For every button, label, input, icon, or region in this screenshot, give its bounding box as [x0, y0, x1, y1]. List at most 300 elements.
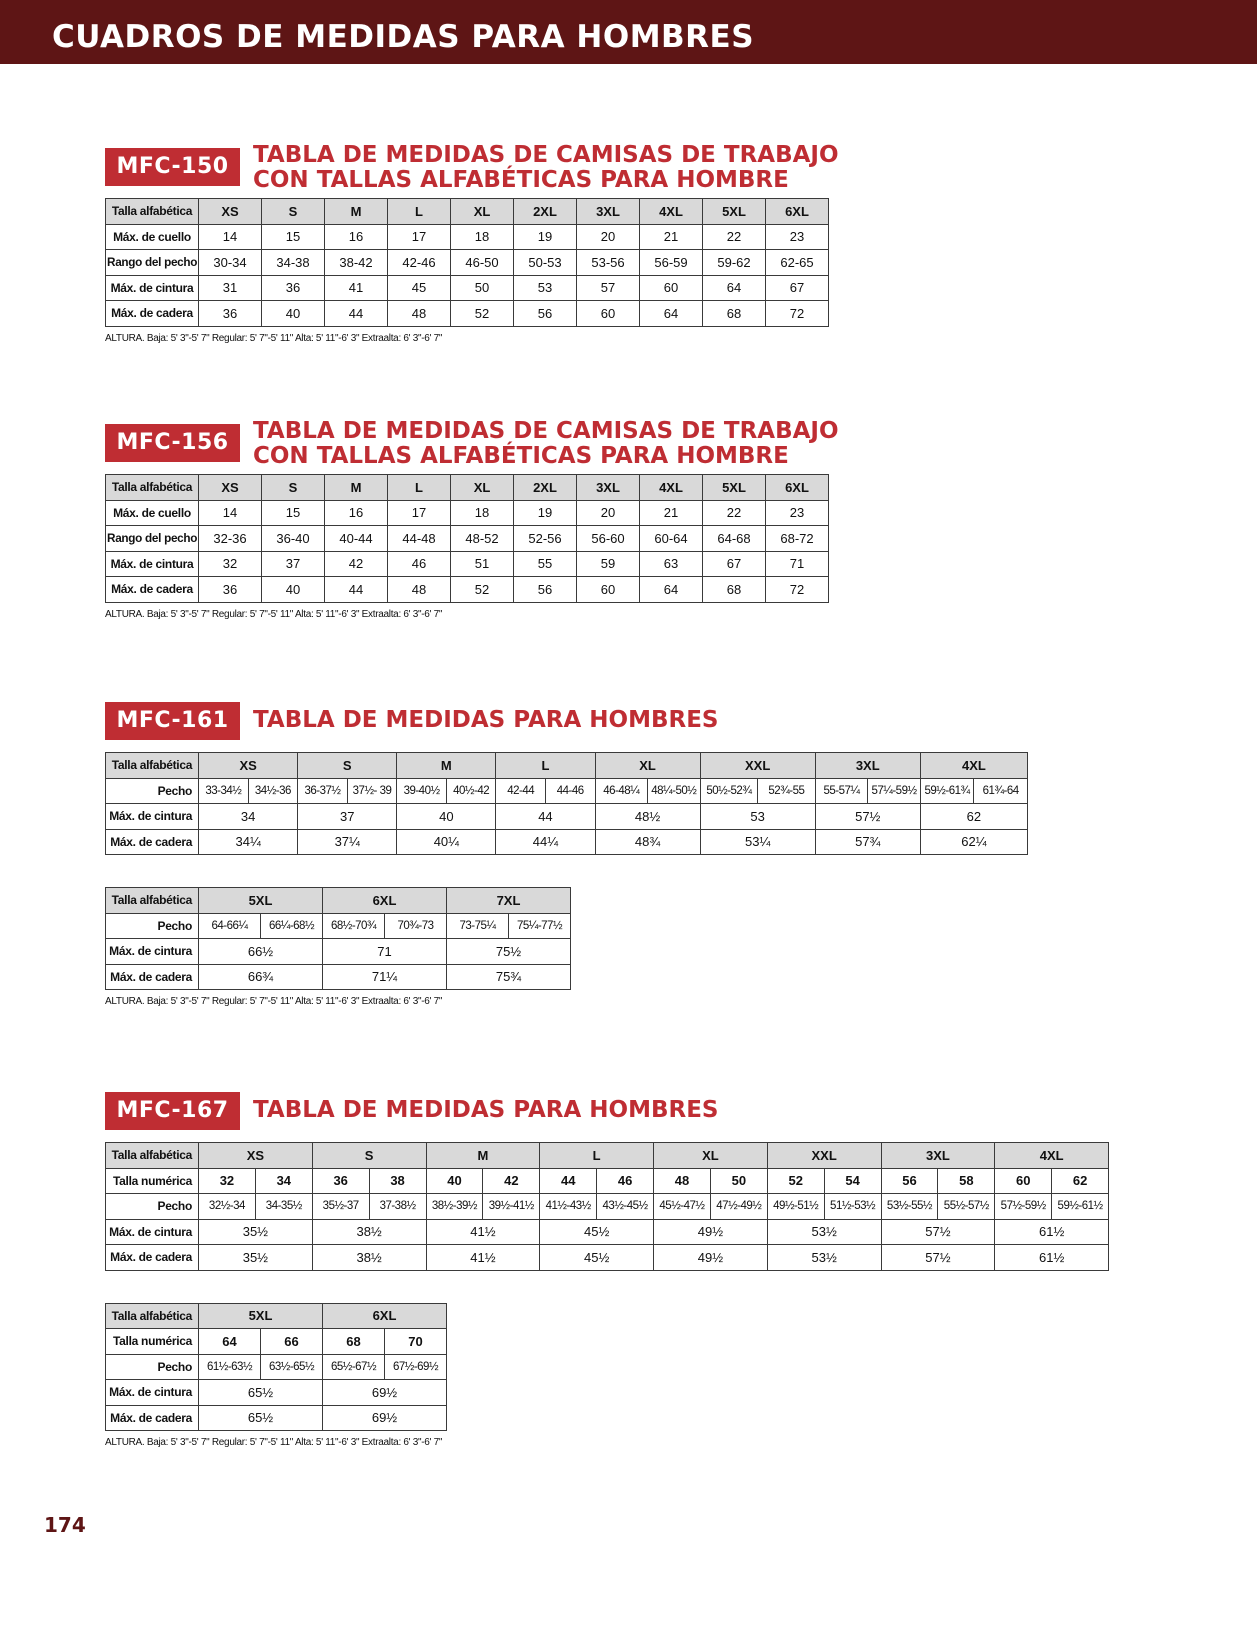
table-cell: 6XL: [766, 475, 829, 501]
row-label: Talla alfabética: [106, 1143, 199, 1169]
table-cell: M: [426, 1143, 540, 1169]
table-cell: 50½-52¾: [700, 778, 758, 804]
table-cell: XL: [451, 199, 514, 225]
table-cell: 62: [1052, 1168, 1109, 1194]
table-cell: XL: [451, 475, 514, 501]
table-cell: 36-37½: [298, 778, 348, 804]
row-label: Máx. de cintura: [106, 551, 199, 577]
table-cell: 18: [451, 224, 514, 250]
table-cell: 71: [766, 551, 829, 577]
section-title-line1: TABLA DE MEDIDAS DE CAMISAS DE TRABAJO: [253, 418, 839, 444]
table-cell: 46: [388, 551, 451, 577]
row-label: Máx. de cintura: [106, 1380, 199, 1406]
size-table-extended: [105, 887, 571, 990]
table-cell: 2XL: [514, 199, 577, 225]
table-cell: 15: [262, 224, 325, 250]
table-cell: 60: [640, 275, 703, 301]
table-cell: 52: [767, 1168, 824, 1194]
hip-row: [106, 301, 829, 327]
table-cell: 4XL: [640, 475, 703, 501]
neck-row: [106, 224, 829, 250]
table-cell: 72: [766, 577, 829, 603]
table-cell: XL: [595, 753, 700, 779]
table-cell: 33-34½: [199, 778, 249, 804]
numeric-size-row: [106, 1168, 1109, 1194]
row-label: Máx. de cadera: [106, 577, 199, 603]
table-cell: 46-50: [451, 250, 514, 276]
table-cell: 35½: [199, 1219, 313, 1245]
table-cell: 49½: [654, 1219, 768, 1245]
table-cell: 2XL: [514, 475, 577, 501]
table-cell: XS: [199, 199, 262, 225]
table-cell: 54: [824, 1168, 881, 1194]
table-cell: 14: [199, 500, 262, 526]
table-cell: L: [388, 475, 451, 501]
table-cell: 40-44: [325, 526, 388, 552]
table-cell: 67: [703, 551, 766, 577]
table-cell: 14: [199, 224, 262, 250]
table-cell: 37: [262, 551, 325, 577]
size-header-row: [106, 1303, 447, 1329]
table-cell: 55: [514, 551, 577, 577]
table-cell: 20: [577, 224, 640, 250]
section-header: [105, 1092, 1109, 1142]
table-cell: 72: [766, 301, 829, 327]
table-cell: 32½-34: [199, 1194, 256, 1220]
table-cell: 52¾-55: [758, 778, 816, 804]
table-cell: 70: [385, 1329, 447, 1355]
height-note: ALTURA. Baja: 5' 3"-5' 7" Regular: 5' 7"-5' 11" Alta: 5' 11"-6' 3" Extraalta: 6' 3"-6' 7": [105, 1437, 443, 1448]
table-cell: 16: [325, 224, 388, 250]
table-cell: 40: [426, 1168, 483, 1194]
table-cell: 53½: [767, 1219, 881, 1245]
table-cell: 41½-43½: [540, 1194, 597, 1220]
table-cell: 20: [577, 500, 640, 526]
waist-row: [106, 939, 571, 965]
table-cell: 44: [540, 1168, 597, 1194]
table-cell: M: [397, 753, 496, 779]
size-header-row: [106, 199, 829, 225]
table-cell: 60: [577, 577, 640, 603]
table-cell: 47½-49½: [710, 1194, 767, 1220]
table-cell: 57¼-59½: [868, 778, 921, 804]
table-cell: 36: [312, 1168, 369, 1194]
table-cell: S: [312, 1143, 426, 1169]
table-cell: 36: [262, 275, 325, 301]
row-label: Máx. de cintura: [106, 804, 199, 830]
row-label: Talla numérica: [106, 1329, 199, 1355]
section-title: TABLA DE MEDIDAS PARA HOMBRES: [253, 707, 719, 733]
table-cell: 34: [255, 1168, 312, 1194]
table-cell: 61½: [995, 1219, 1109, 1245]
table-cell: 65½-67½: [323, 1354, 385, 1380]
table-cell: 45: [388, 275, 451, 301]
table-cell: 70¾-73: [385, 913, 447, 939]
table-cell: 37-38½: [369, 1194, 426, 1220]
table-cell: 53: [514, 275, 577, 301]
table-cell: 44¼: [496, 829, 595, 855]
size-table-extended: [105, 1303, 447, 1432]
table-cell: 44-48: [388, 526, 451, 552]
table-cell: 63: [640, 551, 703, 577]
table-cell: 50: [710, 1168, 767, 1194]
table-cell: 45½: [540, 1219, 654, 1245]
table-cell: 6XL: [323, 888, 447, 914]
row-label: Pecho: [106, 1354, 199, 1380]
table-cell: 48¾: [595, 829, 700, 855]
table-cell: 60-64: [640, 526, 703, 552]
table-cell: 45½-47½: [654, 1194, 711, 1220]
table-cell: 69½: [323, 1380, 447, 1406]
table-cell: 42: [325, 551, 388, 577]
table-cell: 34: [199, 804, 298, 830]
table-cell: 64: [640, 301, 703, 327]
table-cell: 32: [199, 551, 262, 577]
table-cell: 32: [199, 1168, 256, 1194]
table-cell: 68: [703, 577, 766, 603]
row-label: Talla alfabética: [106, 888, 199, 914]
table-cell: 61½: [995, 1245, 1109, 1271]
table-cell: 3XL: [577, 475, 640, 501]
table-cell: S: [262, 475, 325, 501]
table-cell: 59-62: [703, 250, 766, 276]
table-cell: 62-65: [766, 250, 829, 276]
section-mfc167: [105, 1092, 1109, 1448]
table-cell: 48¼-50½: [648, 778, 701, 804]
table-cell: 41½: [426, 1219, 540, 1245]
table-cell: 57½: [881, 1245, 995, 1271]
header-bar: [0, 0, 1257, 64]
table-cell: 44: [325, 301, 388, 327]
table-cell: 44: [325, 577, 388, 603]
row-label: Máx. de cadera: [106, 1405, 199, 1431]
table-cell: 53½-55½: [881, 1194, 938, 1220]
table-cell: 75¾: [447, 964, 571, 990]
table-cell: 60: [995, 1168, 1052, 1194]
table-cell: 71: [323, 939, 447, 965]
section-title-line2: CON TALLAS ALFABÉTICAS PARA HOMBRE: [253, 443, 789, 469]
table-cell: 68: [703, 301, 766, 327]
table-cell: 68-72: [766, 526, 829, 552]
table-cell: S: [298, 753, 397, 779]
table-cell: 61½-63½: [199, 1354, 261, 1380]
table-cell: XS: [199, 1143, 313, 1169]
table-cell: 44-46: [545, 778, 595, 804]
size-table: [105, 198, 829, 327]
row-label: Máx. de cadera: [106, 829, 199, 855]
table-cell: 39-40½: [397, 778, 447, 804]
table-cell: 64: [199, 1329, 261, 1355]
table-cell: 57: [577, 275, 640, 301]
table-cell: 66¼-68½: [261, 913, 323, 939]
row-label: Máx. de cintura: [106, 275, 199, 301]
table-cell: 64: [640, 577, 703, 603]
table-cell: 37½- 39: [347, 778, 397, 804]
table-cell: 53½: [767, 1245, 881, 1271]
row-label: Talla alfabética: [106, 475, 199, 501]
table-cell: 53¼: [700, 829, 815, 855]
table-cell: 50: [451, 275, 514, 301]
section-header: [105, 418, 839, 474]
table-cell: 23: [766, 224, 829, 250]
row-label: Máx. de cuello: [106, 224, 199, 250]
table-cell: 50-53: [514, 250, 577, 276]
row-label: Máx. de cintura: [106, 939, 199, 965]
chest-row: [106, 1194, 1109, 1220]
table-cell: 57½: [815, 804, 920, 830]
table-cell: 56-60: [577, 526, 640, 552]
waist-row: [106, 275, 829, 301]
table-cell: 30-34: [199, 250, 262, 276]
table-cell: 40: [262, 577, 325, 603]
product-code-badge: MFC-156: [105, 424, 240, 462]
section-mfc161: [105, 702, 1028, 1007]
table-cell: XS: [199, 753, 298, 779]
table-cell: 36: [199, 301, 262, 327]
table-cell: 61¾-64: [974, 778, 1028, 804]
row-label: Pecho: [106, 778, 199, 804]
table-cell: 68: [323, 1329, 385, 1355]
table-cell: 59½-61¾: [920, 778, 974, 804]
table-cell: 4XL: [920, 753, 1027, 779]
table-cell: M: [325, 199, 388, 225]
table-cell: 52: [451, 301, 514, 327]
table-cell: 60: [577, 301, 640, 327]
table-cell: 57¾: [815, 829, 920, 855]
table-cell: 38½: [312, 1219, 426, 1245]
table-cell: 40: [262, 301, 325, 327]
table-cell: 35½: [199, 1245, 313, 1271]
section-mfc156: [105, 418, 839, 620]
table-cell: 52-56: [514, 526, 577, 552]
table-cell: 38-42: [325, 250, 388, 276]
table-cell: 42-46: [388, 250, 451, 276]
height-note: ALTURA. Baja: 5' 3"-5' 7" Regular: 5' 7"-5' 11" Alta: 5' 11"-6' 3" Extraalta: 6' 3"-6' 7": [105, 608, 443, 620]
size-header-row: [106, 888, 571, 914]
table-cell: 7XL: [447, 888, 571, 914]
table-cell: 53-56: [577, 250, 640, 276]
table-cell: 41½: [426, 1245, 540, 1271]
row-label: Máx. de cintura: [106, 1219, 199, 1245]
table-cell: 59½-61½: [1052, 1194, 1109, 1220]
page-title: CUADROS DE MEDIDAS PARA HOMBRES: [52, 19, 755, 55]
table-cell: 66: [261, 1329, 323, 1355]
table-cell: 53: [700, 804, 815, 830]
product-code-badge: MFC-150: [105, 148, 240, 186]
table-cell: 18: [451, 500, 514, 526]
table-cell: XXL: [767, 1143, 881, 1169]
table-cell: XS: [199, 475, 262, 501]
table-cell: L: [388, 199, 451, 225]
row-label: Máx. de cadera: [106, 964, 199, 990]
table-cell: 36: [199, 577, 262, 603]
table-cell: 6XL: [323, 1303, 447, 1329]
table-cell: 48-52: [451, 526, 514, 552]
hip-row: [106, 829, 1028, 855]
waist-row: [106, 1380, 447, 1406]
table-cell: 32-36: [199, 526, 262, 552]
chest-range-row: [106, 526, 829, 552]
table-cell: 5XL: [703, 199, 766, 225]
table-cell: 16: [325, 500, 388, 526]
table-cell: 36-40: [262, 526, 325, 552]
chest-range-row: [106, 250, 829, 276]
row-label: Máx. de cuello: [106, 500, 199, 526]
table-cell: 21: [640, 500, 703, 526]
section-title: [253, 419, 839, 469]
table-cell: 34½-36: [248, 778, 298, 804]
table-cell: 31: [199, 275, 262, 301]
waist-row: [106, 1219, 1109, 1245]
table-cell: 38½: [312, 1245, 426, 1271]
section-title-line1: TABLA DE MEDIDAS DE CAMISAS DE TRABAJO: [253, 142, 839, 168]
table-cell: 41: [325, 275, 388, 301]
section-header: [105, 142, 839, 198]
size-header-row: [106, 753, 1028, 779]
table-cell: 63½-65½: [261, 1354, 323, 1380]
row-label: Máx. de cadera: [106, 1245, 199, 1271]
table-cell: 46-48¼: [595, 778, 648, 804]
table-cell: 6XL: [766, 199, 829, 225]
row-label: Pecho: [106, 913, 199, 939]
hip-row: [106, 964, 571, 990]
table-cell: 75¼-77½: [509, 913, 571, 939]
height-note: ALTURA. Baja: 5' 3"-5' 7" Regular: 5' 7"-5' 11" Alta: 5' 11"-6' 3" Extraalta: 6' 3"-6' 7": [105, 332, 443, 344]
table-cell: 35½-37: [312, 1194, 369, 1220]
table-cell: 64-68: [703, 526, 766, 552]
row-label: Talla alfabética: [106, 1303, 199, 1329]
table-cell: XL: [654, 1143, 768, 1169]
size-table: [105, 752, 1028, 855]
section-title: [253, 143, 839, 193]
table-cell: 19: [514, 500, 577, 526]
table-cell: 75½: [447, 939, 571, 965]
section-title-line2: CON TALLAS ALFABÉTICAS PARA HOMBRE: [253, 167, 789, 193]
table-cell: 38: [369, 1168, 426, 1194]
numeric-size-row: [106, 1329, 447, 1355]
row-label: Talla alfabética: [106, 753, 199, 779]
chest-row: [106, 913, 571, 939]
table-cell: 68½-70¾: [323, 913, 385, 939]
table-cell: 52: [451, 577, 514, 603]
table-cell: 57½: [881, 1219, 995, 1245]
size-table: [105, 474, 829, 603]
chest-row: [106, 778, 1028, 804]
table-cell: 42: [483, 1168, 540, 1194]
table-cell: S: [262, 199, 325, 225]
table-cell: 15: [262, 500, 325, 526]
table-cell: 49½: [654, 1245, 768, 1271]
table-cell: 67½-69½: [385, 1354, 447, 1380]
table-cell: XXL: [700, 753, 815, 779]
table-cell: 19: [514, 224, 577, 250]
table-cell: 51: [451, 551, 514, 577]
table-cell: 62¼: [920, 829, 1027, 855]
table-cell: 46: [597, 1168, 654, 1194]
table-cell: 3XL: [577, 199, 640, 225]
table-cell: 65½: [199, 1380, 323, 1406]
table-cell: 44: [496, 804, 595, 830]
row-label: Pecho: [106, 1194, 199, 1220]
table-cell: 56: [514, 301, 577, 327]
row-label: Rango del pecho: [106, 526, 199, 552]
table-cell: 42-44: [496, 778, 546, 804]
table-cell: 57½-59½: [995, 1194, 1052, 1220]
hip-row: [106, 1245, 1109, 1271]
table-cell: 39½-41½: [483, 1194, 540, 1220]
table-cell: L: [540, 1143, 654, 1169]
table-cell: 48: [388, 577, 451, 603]
section-mfc150: [105, 142, 839, 344]
row-label: Rango del pecho: [106, 250, 199, 276]
size-header-row: [106, 475, 829, 501]
neck-row: [106, 500, 829, 526]
table-cell: M: [325, 475, 388, 501]
section-title: TABLA DE MEDIDAS PARA HOMBRES: [253, 1097, 719, 1123]
table-cell: 37¼: [298, 829, 397, 855]
table-cell: 66¾: [199, 964, 323, 990]
table-cell: 56: [881, 1168, 938, 1194]
size-header-row: [106, 1143, 1109, 1169]
table-cell: 21: [640, 224, 703, 250]
table-cell: 5XL: [199, 888, 323, 914]
table-cell: 58: [938, 1168, 995, 1194]
table-cell: 4XL: [640, 199, 703, 225]
table-cell: 48½: [595, 804, 700, 830]
table-cell: 71¼: [323, 964, 447, 990]
table-cell: 55½-57½: [938, 1194, 995, 1220]
table-cell: 5XL: [199, 1303, 323, 1329]
table-cell: 45½: [540, 1245, 654, 1271]
table-cell: 38½-39½: [426, 1194, 483, 1220]
table-cell: 40¼: [397, 829, 496, 855]
table-cell: 67: [766, 275, 829, 301]
waist-row: [106, 551, 829, 577]
row-label: Talla numérica: [106, 1168, 199, 1194]
table-cell: 23: [766, 500, 829, 526]
table-cell: 65½: [199, 1405, 323, 1431]
table-cell: 48: [654, 1168, 711, 1194]
table-cell: 43½-45½: [597, 1194, 654, 1220]
table-cell: 55-57¼: [815, 778, 868, 804]
product-code-badge: MFC-167: [105, 1092, 240, 1130]
height-note: ALTURA. Baja: 5' 3"-5' 7" Regular: 5' 7"-5' 11" Alta: 5' 11"-6' 3" Extraalta: 6' 3"-6' 7": [105, 996, 443, 1007]
section-header: [105, 702, 1028, 752]
table-cell: 64: [703, 275, 766, 301]
product-code-badge: MFC-161: [105, 702, 240, 740]
table-cell: 17: [388, 500, 451, 526]
table-cell: 22: [703, 500, 766, 526]
table-cell: 69½: [323, 1405, 447, 1431]
table-cell: 40: [397, 804, 496, 830]
table-cell: 34-38: [262, 250, 325, 276]
table-cell: 49½-51½: [767, 1194, 824, 1220]
table-cell: 22: [703, 224, 766, 250]
table-cell: 62: [920, 804, 1027, 830]
table-cell: 17: [388, 224, 451, 250]
table-cell: 51½-53½: [824, 1194, 881, 1220]
hip-row: [106, 1405, 447, 1431]
row-label: Máx. de cadera: [106, 301, 199, 327]
table-cell: 40½-42: [446, 778, 496, 804]
page-number: 174: [44, 1513, 86, 1537]
chest-row: [106, 1354, 447, 1380]
table-cell: 34¼: [199, 829, 298, 855]
table-cell: 59: [577, 551, 640, 577]
table-cell: 4XL: [995, 1143, 1109, 1169]
waist-row: [106, 804, 1028, 830]
size-table: [105, 1142, 1109, 1271]
